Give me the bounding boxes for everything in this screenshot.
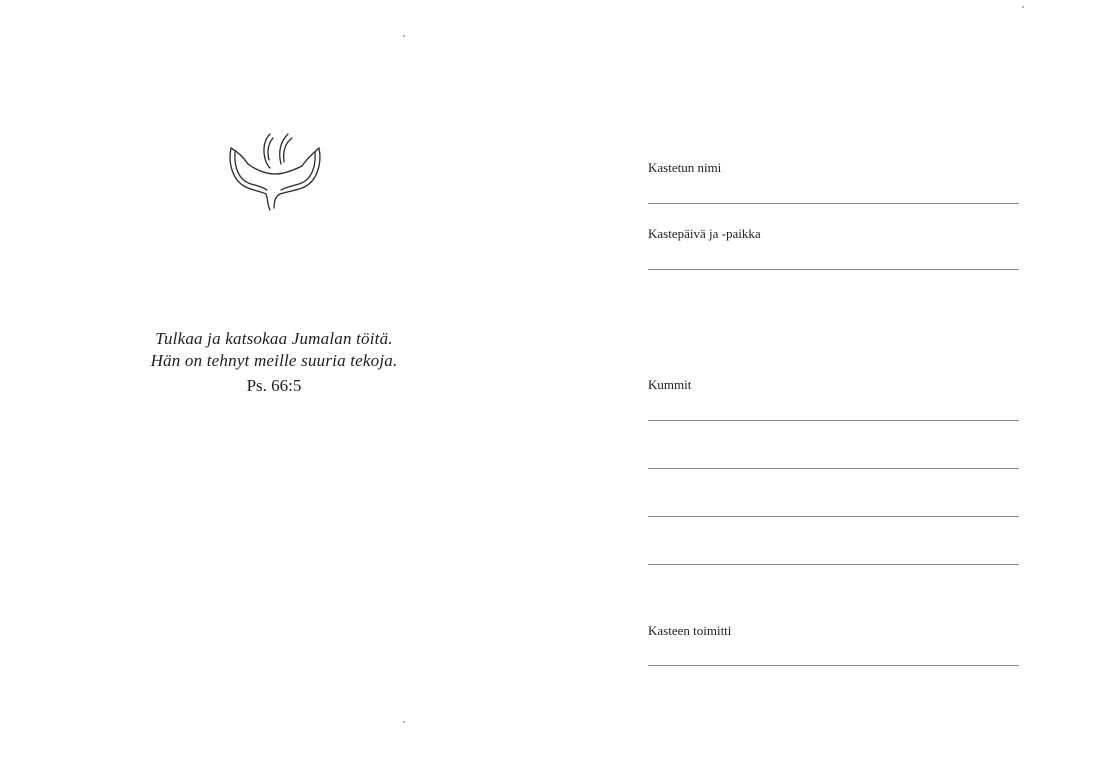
baptism-date-place-label: Kastepäivä ja -paikka [648, 226, 761, 241]
verse-line-2: Hän on tehnyt meille suuria tekoja. [150, 351, 398, 370]
paper-speck [403, 721, 405, 723]
godparent-line-4[interactable] [648, 564, 1019, 565]
godparent-line-3[interactable] [648, 516, 1019, 517]
dove-icon [226, 130, 324, 212]
baptized-name-label: Kastetun nimi [648, 160, 722, 175]
baptized-name-line[interactable] [648, 203, 1019, 204]
left-page [0, 0, 554, 775]
godparent-line-1[interactable] [648, 420, 1019, 421]
right-page [554, 0, 1109, 775]
verse-reference: Ps. 66:5 [246, 376, 302, 395]
godparents-label: Kummit [648, 377, 692, 392]
paper-speck [403, 35, 405, 37]
officiant-label: Kasteen toimitti [648, 623, 732, 638]
bible-verse [104, 328, 444, 398]
verse-line-1: Tulkaa ja katsokaa Jumalan töitä. [155, 329, 393, 348]
paper-speck [1022, 6, 1024, 8]
officiant-line[interactable] [648, 665, 1019, 666]
godparent-line-2[interactable] [648, 468, 1019, 469]
baptism-date-place-line[interactable] [648, 269, 1019, 270]
